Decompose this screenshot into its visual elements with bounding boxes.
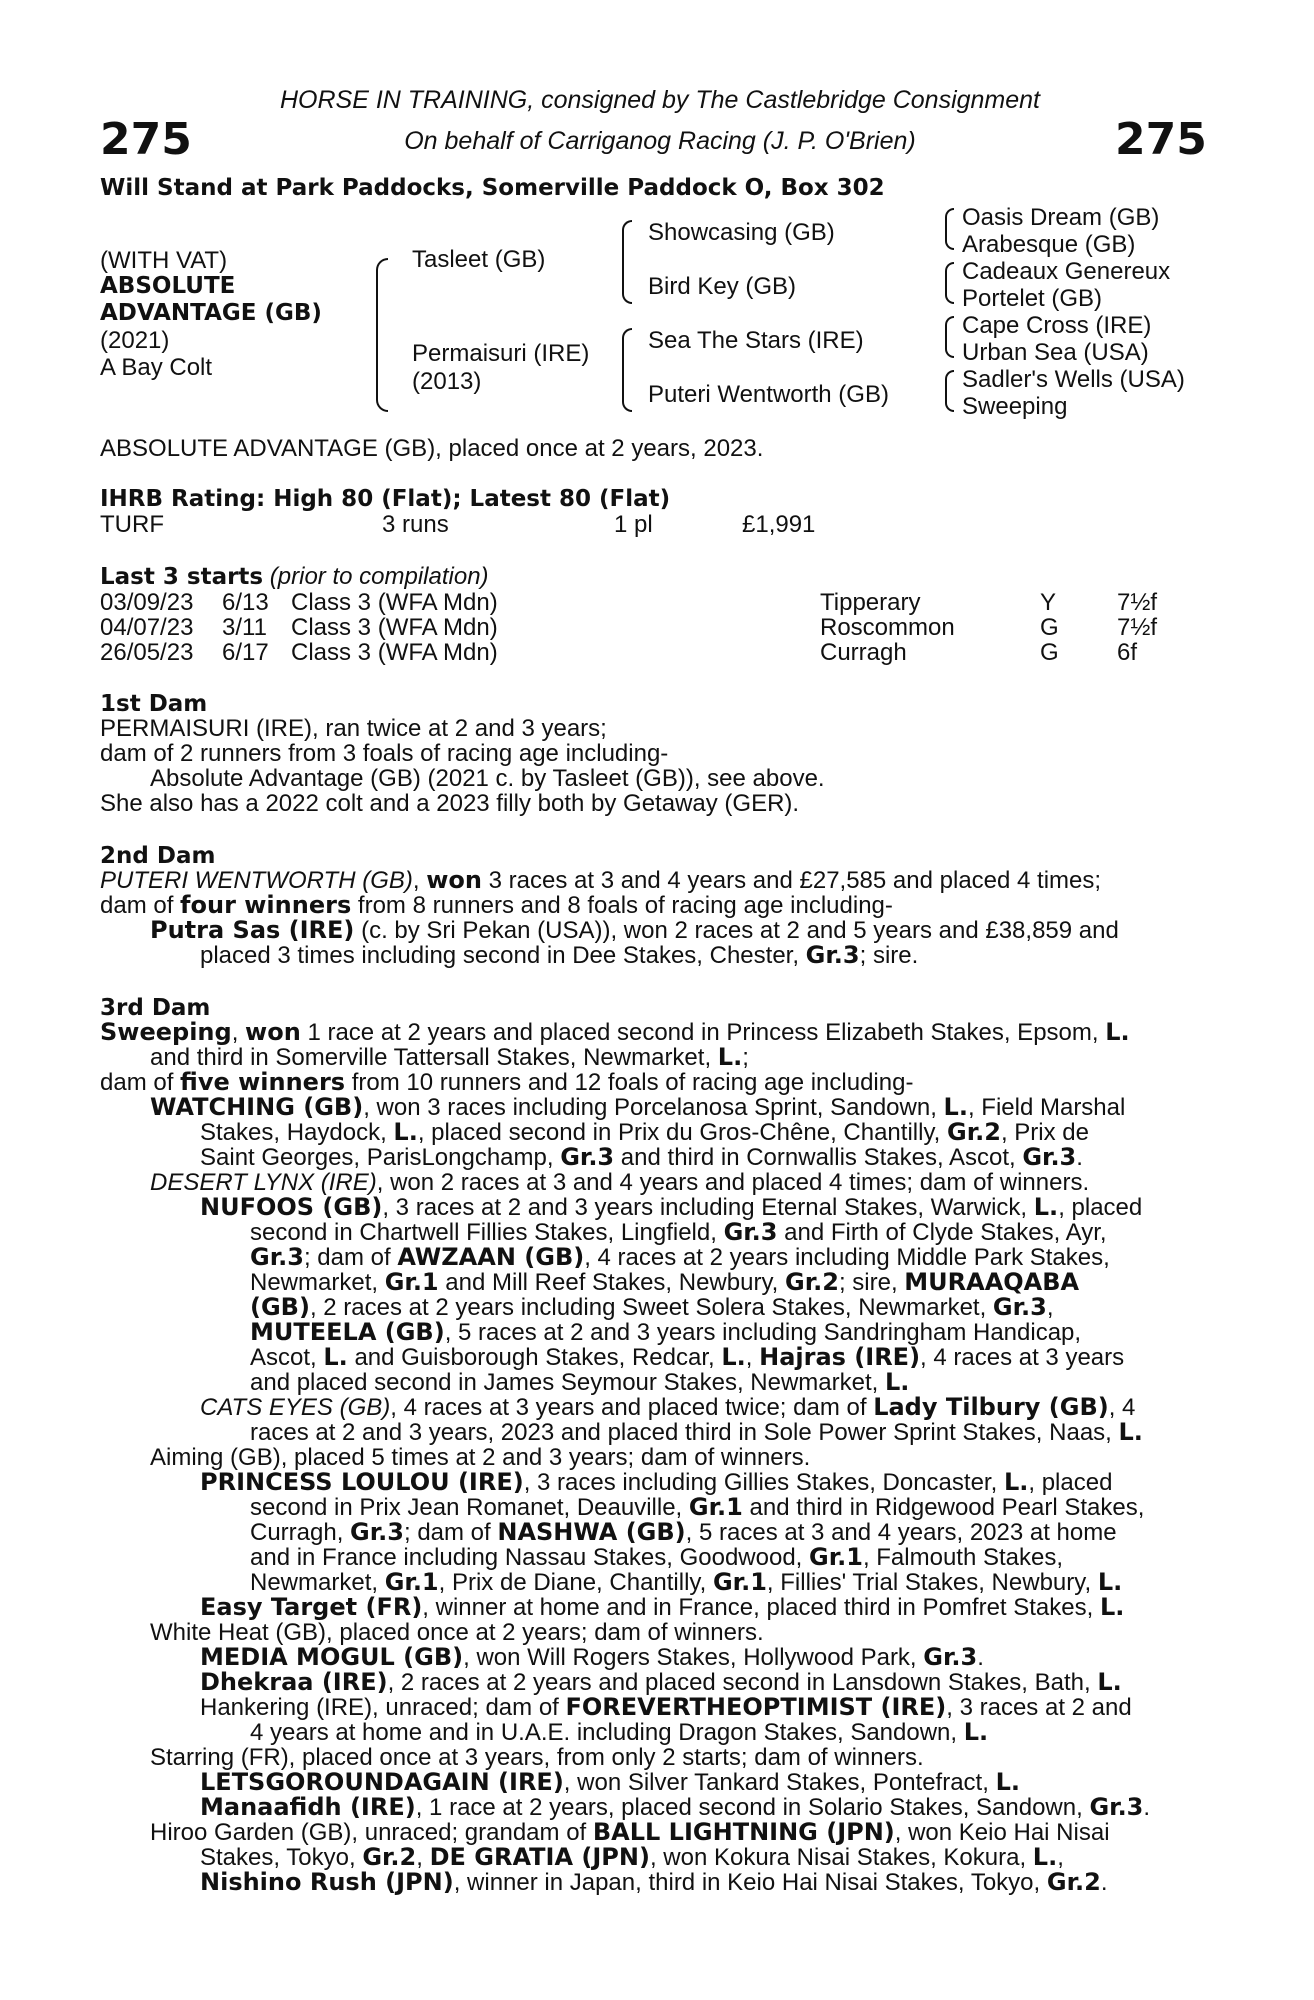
first-dam-line: Absolute Advantage (GB) (2021 c. by Tasleet (GB)), see above. (150, 765, 825, 792)
horse-name-1: ABSOLUTE (100, 273, 236, 299)
first-dam-title: 1st Dam (100, 691, 208, 717)
start-date: 03/09/23 (100, 589, 194, 616)
first-dam-line: She also has a 2022 colt and a 2023 filly both by Getaway (GER). (100, 790, 800, 817)
horse-summary: ABSOLUTE ADVANTAGE (GB), placed once at 2 years, 2023. (100, 435, 764, 462)
lot-number-right: 275 (1115, 114, 1207, 165)
pedigree-brace-g1 (945, 208, 954, 250)
start-race: Class 3 (WFA Mdn) (291, 589, 498, 616)
horse-description: A Bay Colt (100, 354, 213, 381)
start-going: Y (1040, 589, 1057, 616)
start-date: 26/05/23 (100, 639, 194, 666)
start-pos: 6/17 (222, 639, 269, 666)
vat-note: (WITH VAT) (100, 247, 228, 274)
start-dist: 6f (1117, 639, 1138, 666)
gen3-7: Sadler's Wells (USA) (962, 366, 1185, 393)
last-starts-title: Last 3 starts (100, 564, 264, 590)
gen3-2: Arabesque (GB) (962, 231, 1136, 258)
start-going: G (1040, 639, 1059, 666)
dam-sire: Sea The Stars (IRE) (648, 327, 864, 354)
gen3-3: Cadeaux Genereux (962, 258, 1171, 285)
start-course: Tipperary (820, 589, 921, 616)
start-dist: 7½f (1117, 614, 1158, 641)
start-going: G (1040, 614, 1059, 641)
first-dam-line: dam of 2 runners from 3 foals of racing age including- (100, 740, 669, 767)
pedigree-brace-dam (622, 328, 632, 412)
foal-year: (2021) (100, 327, 170, 354)
second-dam-line: PUTERI WENTWORTH (GB), won 3 races at 3 and 4 years and £27,585 and placed 4 times; (100, 866, 1102, 894)
gen3-1: Oasis Dream (GB) (962, 204, 1160, 231)
second-dam-line: Putra Sas (IRE) (c. by Sri Pekan (USA)), won 2 races at 2 and 5 years and £38,859 and (150, 916, 1119, 944)
dam: Permaisuri (IRE) (412, 340, 590, 367)
rating-surface: TURF (100, 511, 164, 538)
sire-dam: Bird Key (GB) (648, 273, 797, 300)
gen3-8: Sweeping (962, 393, 1068, 420)
pedigree-brace-sire (622, 220, 632, 304)
second-dam-line: dam of four winners from 8 runners and 8 foals of racing age including- (100, 891, 893, 919)
start-course: Curragh (820, 639, 907, 666)
pedigree-brace-g2 (945, 262, 954, 304)
stable-location: Will Stand at Park Paddocks, Somerville Paddock O, Box 302 (100, 175, 885, 201)
consignor-line: HORSE IN TRAINING, consigned by The Castlebridge Consignment (279, 86, 1041, 114)
pedigree-brace-gen1 (376, 258, 388, 412)
start-date: 04/07/23 (100, 614, 194, 641)
second-dam-title: 2nd Dam (100, 843, 216, 869)
rating-earnings: £1,991 (742, 511, 816, 538)
start-pos: 6/13 (222, 589, 269, 616)
gen3-6: Urban Sea (USA) (962, 339, 1149, 366)
last-starts-heading (100, 563, 489, 591)
dam-year: (2013) (412, 368, 482, 395)
second-dam-line: placed 3 times including second in Dee Stakes, Chester, Gr.3; sire. (200, 941, 919, 969)
horse-name-2: ADVANTAGE (GB) (100, 300, 322, 326)
rating-placed: 1 pl (614, 511, 653, 538)
dam-dam: Puteri Wentworth (GB) (648, 381, 889, 408)
rating-runs: 3 runs (382, 511, 449, 538)
sire-sire: Showcasing (GB) (648, 219, 835, 246)
gen3-5: Cape Cross (IRE) (962, 312, 1152, 339)
rating-title: IHRB Rating: High 80 (Flat); Latest 80 (Flat) (100, 486, 671, 512)
third-dam-title: 3rd Dam (100, 995, 211, 1021)
lot-number-left: 275 (100, 114, 192, 165)
pedigree-brace-g3 (945, 316, 954, 358)
start-course: Roscommon (820, 614, 955, 641)
start-race: Class 3 (WFA Mdn) (291, 639, 498, 666)
pedigree-brace-g4 (945, 370, 954, 412)
start-pos: 3/11 (222, 614, 267, 641)
gen3-4: Portelet (GB) (962, 285, 1103, 312)
start-dist: 7½f (1117, 589, 1158, 616)
last-starts-note: (prior to compilation) (269, 563, 489, 590)
sire: Tasleet (GB) (412, 246, 546, 273)
start-race: Class 3 (WFA Mdn) (291, 614, 498, 641)
first-dam-line: PERMAISURI (IRE), ran twice at 2 and 3 years; (100, 715, 607, 742)
behalf-line: On behalf of Carriganog Racing (J. P. O'Brien) (404, 127, 916, 155)
